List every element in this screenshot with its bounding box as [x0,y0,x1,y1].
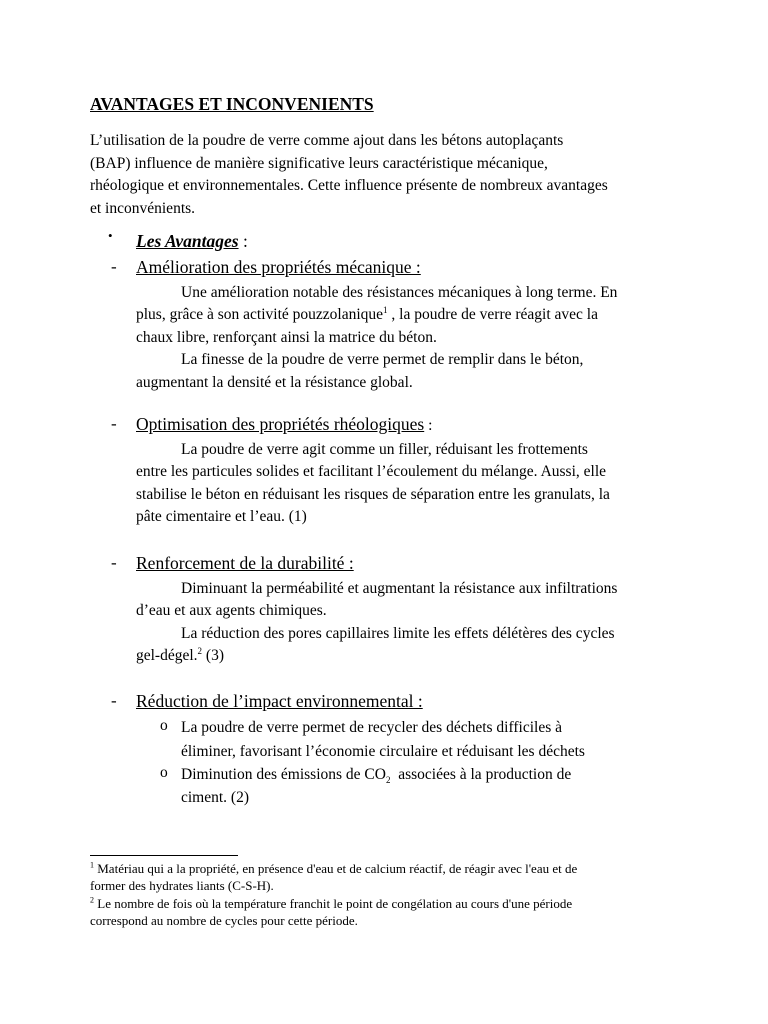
text-segment: Diminution des émissions de CO [181,766,386,783]
dash-marker: - [111,553,117,572]
intro-line: L’utilisation de la poudre de verre comme ajout dans les bétons autoplaçants [90,132,564,149]
paragraph-line [136,645,224,668]
footnote-separator [90,855,238,856]
footnote-line: former des hydrates liants (C-S-H). [90,878,274,893]
text-segment: (3) [202,647,224,664]
bullet-icon: • [108,228,113,243]
list-marker: o [160,717,168,734]
intro-line: rhéologique et environnementales. Cette influence présente de nombreux avantages [90,177,608,194]
text-segment: Le nombre de fois où la température franchit le point de congélation au cours d'une période [94,896,573,911]
paragraph-line: Une amélioration notable des résistances mécaniques à long terme. En [181,284,618,301]
footnote-number: 1 [90,860,94,870]
paragraph-line: pâte cimentaire et l’eau. (1) [136,508,307,525]
list-item-line: ciment. (2) [181,789,250,806]
section-heading-text: Optimisation des propriétés rhéologiques [136,414,425,434]
section-heading-text: Amélioration des propriétés mécanique : [136,257,421,277]
paragraph-line: La réduction des pores capillaires limite les effets délétères des cycles [181,625,615,642]
text-segment: gel-dégel. [136,647,198,664]
paragraph-line: augmentant la densité et la résistance global. [136,374,413,391]
paragraph-line: stabilise le béton en réduisant les risques de séparation entre les granulats, la [136,486,610,503]
footnote-number: 2 [90,895,94,905]
advantages-heading-text: Les Avantages [136,231,239,251]
section-heading-environnement [136,691,423,712]
advantages-heading [136,231,248,252]
footnote-line: correspond au nombre de cycles pour cette période. [90,913,358,928]
paragraph-line [136,304,598,327]
text-segment: associées à la production de [390,766,572,783]
list-item-line: éliminer, favorisant l’économie circulaire et réduisant les déchets [181,743,585,760]
text-segment: Matériau qui a la propriété, en présence d'eau et de calcium réactif, de réagir avec l'eau et de [94,861,578,876]
footnote-ref: 2 [197,645,203,656]
paragraph-line: Diminuant la perméabilité et augmentant la résistance aux infiltrations [181,580,618,597]
list-marker: o [160,764,168,781]
text-segment: plus, grâce à son activité pouzzolanique [136,306,384,323]
subscript: 2 [385,775,391,786]
paragraph-line: d’eau et aux agents chimiques. [136,602,327,619]
section-heading-text: Réduction de l’impact environnemental : [136,691,423,711]
section-heading-mecanique [136,257,421,278]
dash-marker: - [111,691,117,710]
section-heading-suffix: : [424,417,433,434]
section-heading-durabilite [136,553,354,574]
paragraph-line: La finesse de la poudre de verre permet de remplir dans le béton, [181,351,584,368]
dash-marker: - [111,414,117,433]
dash-marker: - [111,257,117,276]
intro-line: et inconvénients. [90,199,196,217]
advantages-heading-suffix: : [238,231,248,251]
paragraph-line: La poudre de verre agit comme un filler, réduisant les frottements [181,441,588,458]
footnote-ref: 1 [383,304,388,315]
section-heading-rheologique [136,414,432,435]
footnote-line [90,860,577,878]
list-item-line: La poudre de verre permet de recycler des déchets difficiles à [181,719,562,736]
section-heading-text: Renforcement de la durabilité : [136,553,354,573]
intro-paragraph [90,130,608,220]
text-segment: , la poudre de verre réagit avec la [387,306,598,323]
list-item-line [181,764,571,787]
paragraph-line: chaux libre, renforçant ainsi la matrice du béton. [136,329,437,346]
footnote-line [90,895,572,913]
paragraph-line: entre les particules solides et facilitant l’écoulement du mélange. Aussi, elle [136,463,607,480]
intro-line: (BAP) influence de manière significative leurs caractéristique mécanique, [90,154,548,172]
page-title: AVANTAGES ET INCONVENIENTS [90,94,374,114]
